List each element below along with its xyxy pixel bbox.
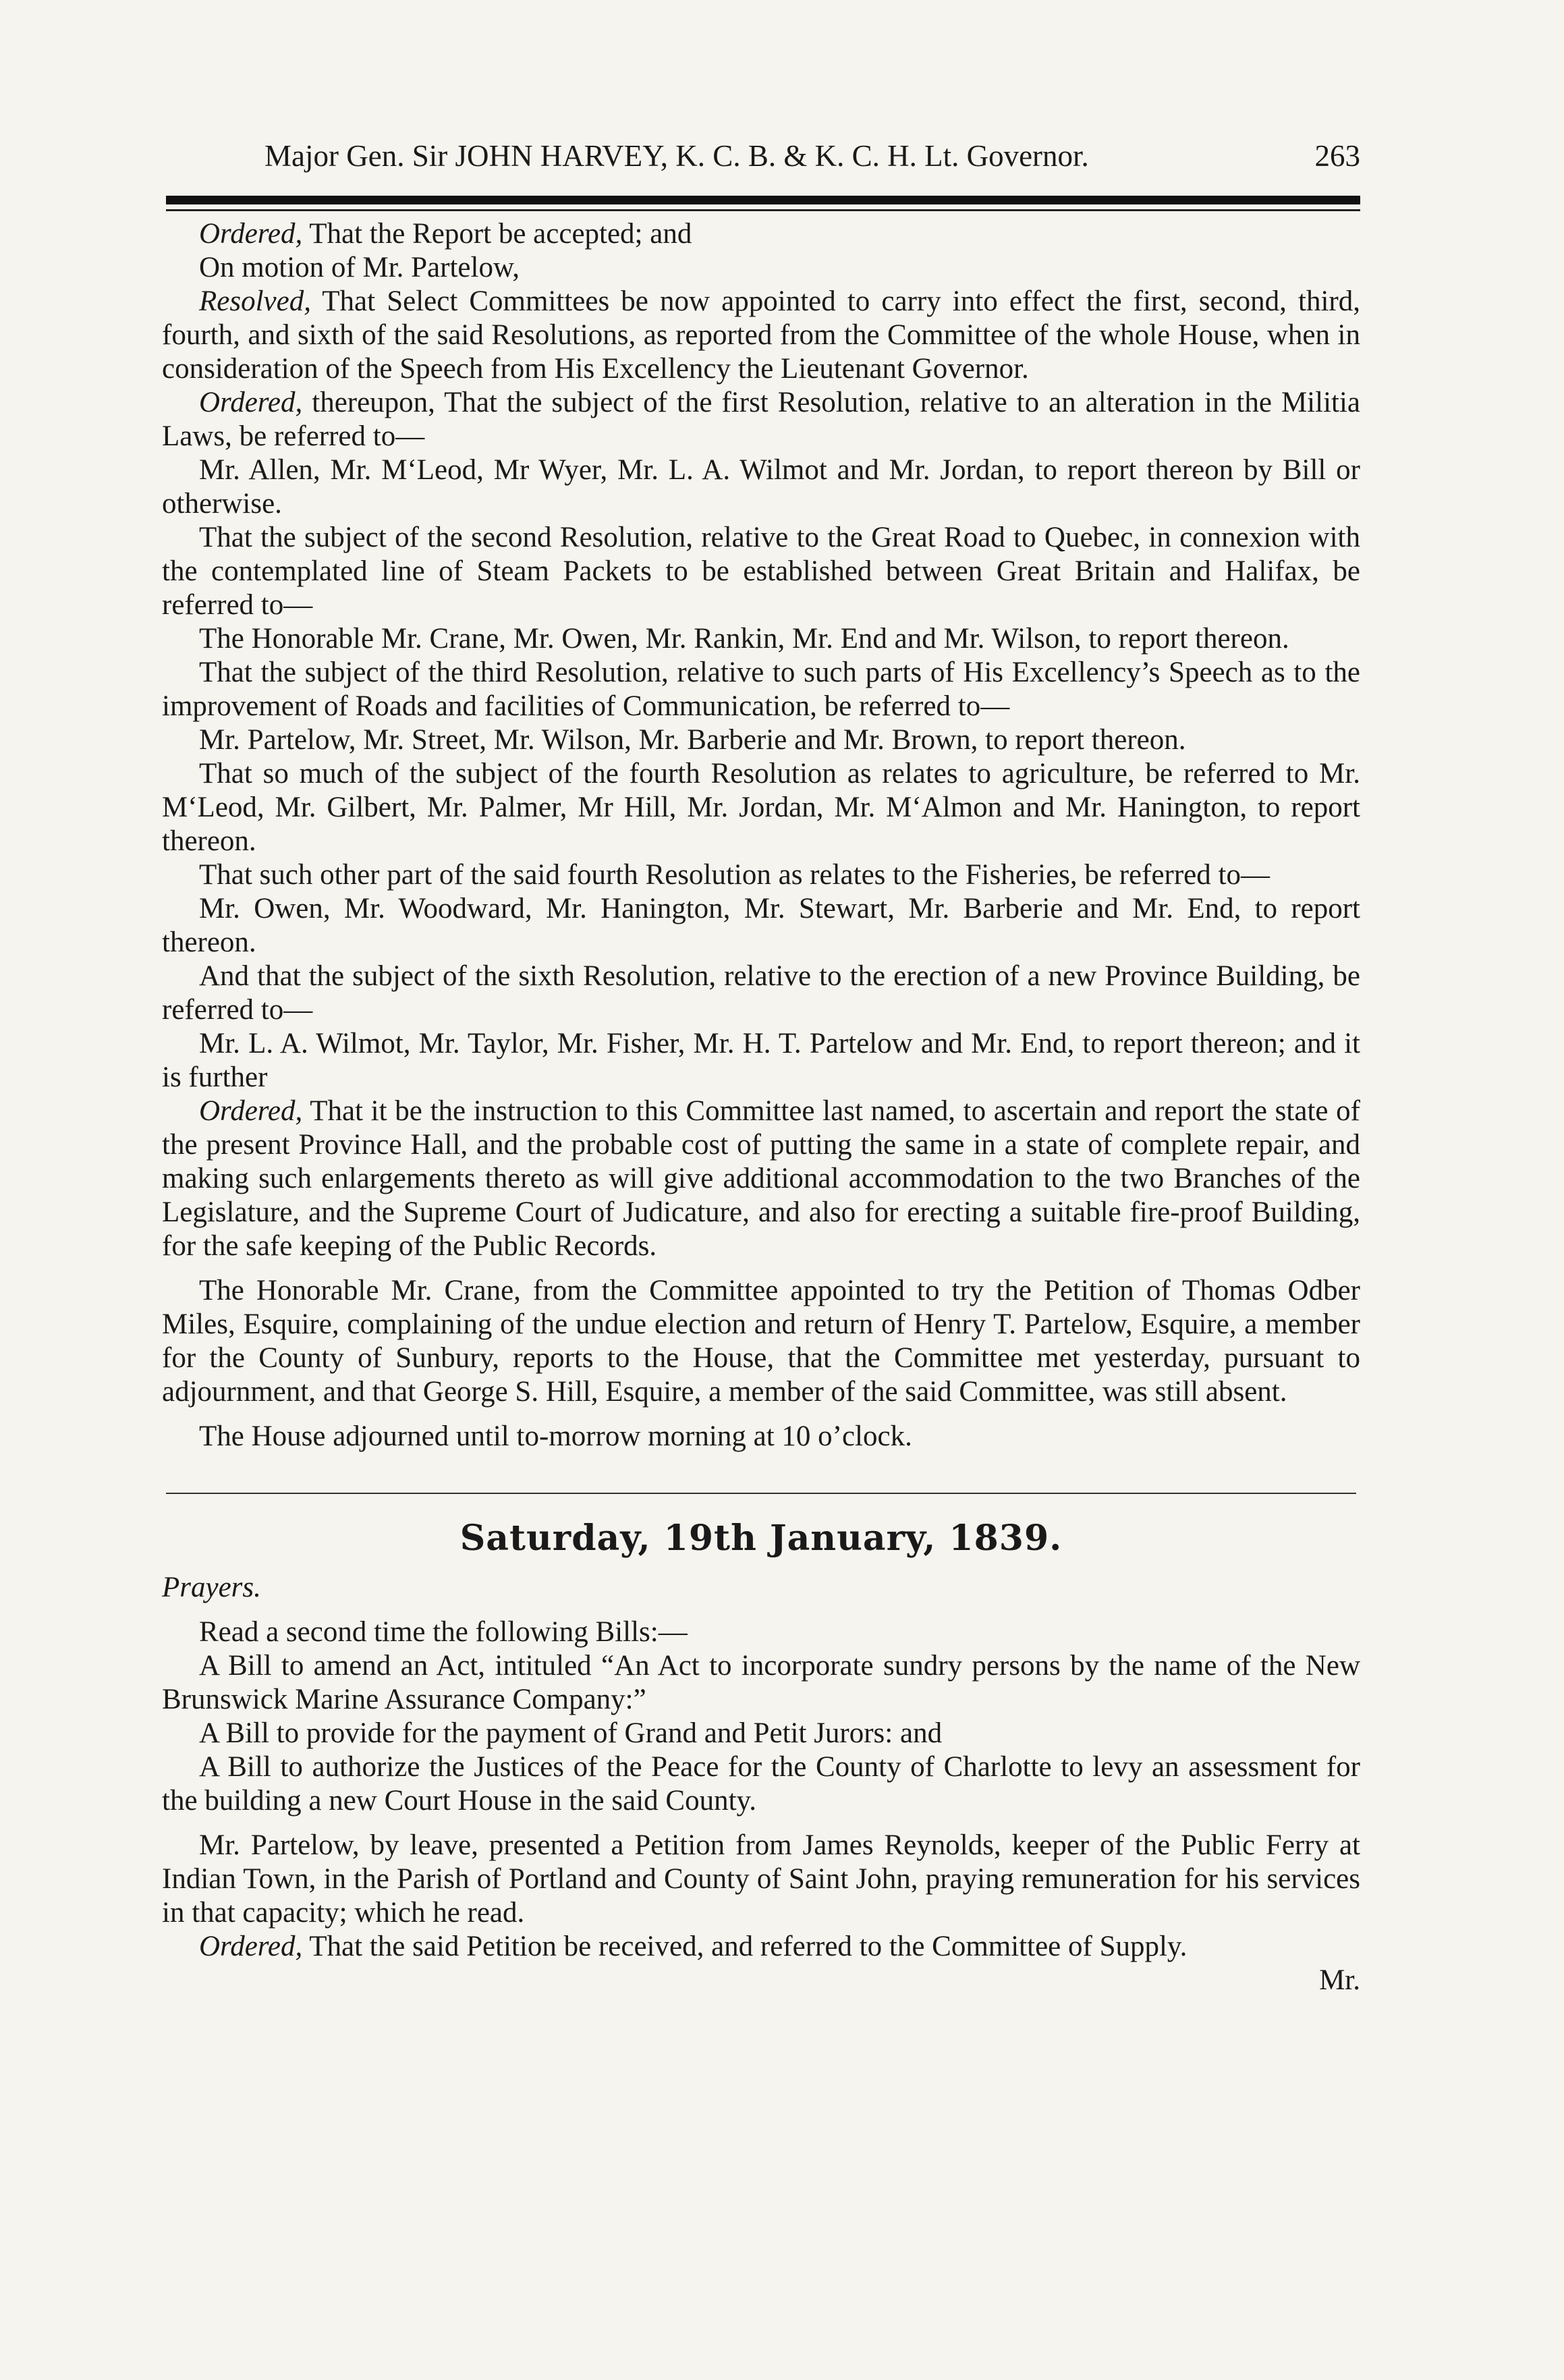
paragraph (162, 285, 1360, 386)
paragraph-text: Mr. Partelow, Mr. Street, Mr. Wilson, Mr. Barberie and Mr. Brown, to report thereon. (199, 724, 1186, 756)
page-body (162, 217, 1360, 1997)
paragraph-text: A Bill to provide for the payment of Grand and Petit Jurors: and (199, 1717, 943, 1749)
ordered-lead: Ordered, (199, 218, 303, 250)
paragraph (162, 1615, 1360, 1649)
prayers-line (162, 1571, 1360, 1605)
section-divider (166, 1493, 1356, 1494)
paragraph (162, 1829, 1360, 1930)
paragraph-text: A Bill to authorize the Justices of the Peace for the County of Charlotte to levy an assessment for the building a new Court House in the said County. (162, 1751, 1360, 1817)
running-header (264, 138, 1360, 173)
paragraph (162, 1930, 1360, 1964)
bill-item (162, 1750, 1360, 1818)
paragraph-text: That it be the instruction to this Committee last named, to ascertain and report the state of the present Province Hall, and the probable cost of putting the same in a state of complete repair, and making such enlargements thereto as will give additional accommodation to the two Branches of the Legislature, and the Supreme Court of Judicature, and also for erecting a suitable fire-proof Building, for the safe keeping of the Public Records. (162, 1095, 1360, 1262)
member-list (162, 453, 1360, 521)
catchword: Mr. (1319, 1964, 1360, 1996)
paragraph (162, 217, 1360, 251)
resolved-lead: Resolved, (199, 285, 311, 317)
paragraph (162, 757, 1360, 858)
bill-item (162, 1717, 1360, 1750)
ordered-lead: Ordered, (199, 387, 303, 418)
header-rule-thin (166, 209, 1360, 211)
paragraph-text: The Honorable Mr. Crane, from the Committee appointed to try the Petition of Thomas Odber Miles, Esquire, complaining of the undue election and return of Henry T. Partelow, Esquire, a member for the County of Sunbury, reports to the House, that the Committee met yesterday, pursuant to adjournment, and that George S. Hill, Esquire, a member of the said Committee, was still absent. (162, 1275, 1360, 1408)
ordered-lead: Ordered, (199, 1931, 303, 1962)
paragraph-text: That Select Committees be now appointed to carry into effect the first, second, third, fourth, and sixth of the said Resolutions, as reported from the Committee of the whole House, when in consideration of the Speech from His Excellency the Lieutenant Governor. (162, 285, 1360, 385)
adjournment-line (162, 1420, 1360, 1454)
paragraph (162, 960, 1360, 1027)
paragraph-text: The Honorable Mr. Crane, Mr. Owen, Mr. Rankin, Mr. End and Mr. Wilson, to report thereon. (199, 623, 1289, 655)
paragraph-text: A Bill to amend an Act, intituled “An Act to incorporate sundry persons by the name of the New Brunswick Marine Assurance Company:” (162, 1650, 1360, 1715)
paragraph-text: That the Report be accepted; and (302, 218, 692, 250)
page-number: 263 (1314, 139, 1360, 173)
paragraph-text: The House adjourned until to-morrow morning at 10 o’clock. (199, 1420, 912, 1452)
paragraph-text: That the said Petition be received, and referred to the Committee of Supply. (302, 1931, 1188, 1962)
paragraph-text: That the subject of the third Resolution, relative to such parts of His Excellency’s Speech as to the improvement of Roads and facilities of Communication, be referred to— (162, 657, 1360, 722)
bill-item (162, 1649, 1360, 1717)
paragraph-text: And that the subject of the sixth Resolution, relative to the erection of a new Province Building, be referred to— (162, 960, 1360, 1026)
paragraph (162, 521, 1360, 622)
paragraph-text: Read a second time the following Bills:— (199, 1616, 688, 1648)
ordered-lead: Ordered, (199, 1095, 303, 1127)
paragraph-text: Mr. Owen, Mr. Woodward, Mr. Hanington, Mr. Stewart, Mr. Barberie and Mr. End, to report thereon. (162, 893, 1360, 958)
header-rule (166, 196, 1360, 204)
paragraph (162, 386, 1360, 453)
paragraph-text: That such other part of the said fourth Resolution as relates to the Fisheries, be referred to— (199, 859, 1270, 891)
member-list (162, 1027, 1360, 1095)
paragraph-text: Mr. Allen, Mr. M‘Leod, Mr Wyer, Mr. L. A. Wilmot and Mr. Jordan, to report thereon by Bill or otherwise. (162, 454, 1360, 520)
paragraph-text: On motion of Mr. Partelow, (199, 252, 520, 283)
member-list (162, 892, 1360, 960)
paragraph (162, 1274, 1360, 1409)
paragraph-text: That the subject of the second Resolution, relative to the Great Road to Quebec, in connexion with the contemplated line of Steam Packets to be established between Great Britain and Halifax, be referred to— (162, 522, 1360, 621)
prayers-text: Prayers. (162, 1572, 261, 1603)
paragraph (162, 251, 1360, 285)
member-list (162, 622, 1360, 656)
header-title: Major Gen. Sir JOHN HARVEY, K. C. B. & K. C. H. Lt. Governor. (264, 139, 1089, 173)
member-list (162, 723, 1360, 757)
paragraph (162, 656, 1360, 723)
paragraph (162, 1095, 1360, 1263)
paragraph-text: Mr. Partelow, by leave, presented a Petition from James Reynolds, keeper of the Public Ferry at Indian Town, in the Parish of Portland and County of Saint John, praying remuneration for his services in that capacity; which he read. (162, 1829, 1360, 1929)
day-heading: Saturday, 19th January, 1839. (459, 1518, 1063, 1559)
paragraph-text: That so much of the subject of the fourth Resolution as relates to agriculture, be referred to Mr. M‘Leod, Mr. Gilbert, Mr. Palmer, Mr Hill, Mr. Jordan, Mr. M‘Almon and Mr. Hanington, to report thereon. (162, 758, 1360, 857)
paragraph-text: Mr. L. A. Wilmot, Mr. Taylor, Mr. Fisher, Mr. H. T. Partelow and Mr. End, to report thereon; and it is further (162, 1028, 1360, 1093)
paragraph (162, 858, 1360, 892)
paragraph-text: thereupon, That the subject of the first Resolution, relative to an alteration in the Militia Laws, be referred to— (162, 387, 1360, 452)
